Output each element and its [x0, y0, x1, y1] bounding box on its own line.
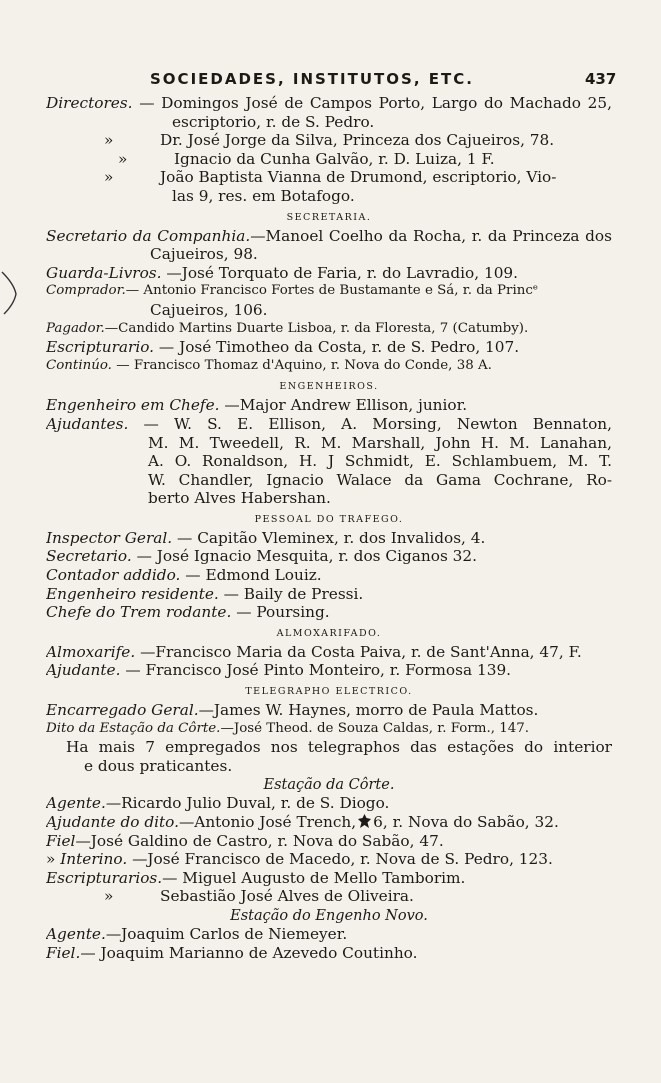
entry-text: — Baily de Pressi. — [223, 584, 364, 603]
role-label: Engenheiro residente. — [46, 584, 219, 603]
role-label: Contador addido. — [46, 566, 181, 585]
section-heading-estacao-engenho: Estação do Engenho Novo. — [230, 907, 428, 924]
role-label: Pagador. — [46, 320, 105, 336]
entry-text: —James W. Haynes, morro de Paula Mattos. — [198, 701, 539, 720]
ditto-mark: » — [118, 149, 128, 168]
role-label: Encarregado Geral. — [46, 701, 199, 720]
entry-line — [46, 396, 612, 415]
role-label: Continúo. — [46, 357, 112, 373]
entry-text: — José Timotheo da Costa, r. de S. Pedro, 107. — [158, 338, 520, 357]
role-label: Secretario da Companhia. — [46, 226, 251, 245]
ditto-mark: » — [46, 850, 56, 869]
entry-line — [46, 489, 612, 508]
entry-line — [46, 661, 612, 680]
entry-text: Cajueiros, 106. — [150, 300, 268, 319]
section-heading-secretaria: SECRETARIA. — [286, 211, 372, 223]
entry-line — [46, 794, 612, 813]
entry-text: berto Alves Habershan. — [148, 489, 331, 508]
directores-line — [46, 168, 612, 187]
entry-text: João Baptista Vianna de Drumond, escriptorio, Vio- — [160, 168, 557, 187]
entry-text: escriptorio, r. de S. Pedro. — [172, 112, 375, 131]
role-label: Ajudante. — [46, 661, 121, 680]
entry-text: — W. S. E. Ellison, A. Morsing, Newton Bennaton, — [143, 414, 612, 433]
entry-text: — Francisco Thomaz d'Aquino, r. Nova do Conde, 38 A. — [116, 357, 492, 373]
entry-line — [46, 603, 612, 622]
entry-text: —Manoel Coelho da Rocha, r. da Princeza dos — [250, 226, 612, 245]
entry-line — [46, 264, 612, 283]
page-title: SOCIEDADES, INSTITUTOS, ETC. — [150, 70, 474, 88]
entry-line — [46, 282, 612, 301]
entry-line — [46, 471, 612, 490]
entry-line — [46, 547, 612, 566]
entry-text: —Major Andrew Ellison, junior. — [224, 396, 468, 415]
entry-text: M. M. Tweedell, R. M. Marshall, John H. M. Lanahan, — [148, 433, 612, 452]
role-label: Escripturario. — [46, 338, 155, 357]
entry-line — [46, 850, 612, 869]
role-label: Directores. — [46, 94, 133, 112]
entry-line — [46, 357, 612, 376]
entry-line — [46, 227, 612, 246]
role-label: Chefe do Trem rodante. — [46, 603, 232, 622]
role-label: Escripturarios. — [46, 868, 163, 887]
entry-line — [46, 566, 612, 585]
entry-line — [46, 585, 612, 604]
role-label: Ajudantes. — [46, 414, 129, 433]
entry-text: —Joaquim Carlos de Niemeyer. — [105, 924, 348, 943]
entry-line — [46, 529, 612, 548]
entry-text: —Francisco Maria da Costa Paiva, r. de Sant'Anna, 47, F. — [140, 642, 582, 661]
entry-line — [46, 701, 612, 720]
entry-text: las 9, res. em Botafogo. — [172, 186, 355, 205]
section-heading-engenheiros: ENGENHEIROS. — [279, 381, 379, 393]
entry-text: — Francisco José Pinto Monteiro, r. Formosa 139. — [125, 661, 512, 680]
entry-text: —José Theod. de Souza Caldas, r. Form., 147. — [220, 720, 530, 736]
entry-line — [46, 643, 612, 662]
ditto-mark: » — [104, 168, 114, 187]
entry-text: Ignacio da Cunha Galvão, r. D. Luiza, 1 F. — [174, 149, 495, 168]
section-heading-telegrapho: TELEGRAPHO ELECTRICO. — [245, 686, 413, 698]
directores-line — [46, 187, 612, 206]
entry-text: —José Torquato de Faria, r. do Lavradio, 109. — [166, 263, 519, 282]
role-label: Inspector Geral. — [46, 528, 173, 547]
page-number: 437 — [585, 70, 617, 88]
role-label: Agente. — [46, 794, 106, 813]
entry-line — [46, 944, 612, 963]
entry-line — [46, 301, 612, 320]
role-label: Fiel — [46, 831, 76, 850]
role-label: Interino. — [60, 850, 128, 869]
entry-line — [46, 720, 612, 739]
section-heading-estacao-corte: Estação da Côrte. — [263, 777, 395, 794]
entry-line — [46, 338, 612, 357]
ditto-mark: » — [104, 887, 114, 906]
directores-line — [46, 131, 612, 150]
role-label: Agente. — [46, 924, 106, 943]
entry-text: — Domingos José de Campos Porto, Largo do Machado 25, — [139, 94, 612, 112]
entry-text: —Antonio José Trench, — [178, 813, 357, 831]
entry-text: —Candido Martins Duarte Lisboa, r. da Floresta, 7 (Catumby). — [104, 320, 529, 336]
entry-line — [46, 320, 612, 339]
directores-line — [46, 94, 612, 113]
role-label: Secretario. — [46, 547, 132, 566]
note-line — [46, 757, 612, 776]
entry-text: — Capitão Vleminex, r. dos Invalidos, 4. — [177, 528, 486, 547]
entry-line — [46, 434, 612, 453]
entry-text: W. Chandler, Ignacio Walace da Gama Cochrane, Ro- — [148, 470, 612, 489]
entry-line — [46, 245, 612, 264]
entry-line — [46, 925, 612, 944]
entry-text: Sebastião José Alves de Oliveira. — [160, 887, 414, 906]
entry-text: — Edmond Louiz. — [185, 566, 322, 585]
role-label: Guarda-Livros. — [46, 263, 162, 282]
margin-bracket-mark — [0, 270, 22, 316]
entry-line — [46, 832, 612, 851]
entry-line — [46, 415, 612, 434]
entry-text: Cajueiros, 98. — [150, 245, 258, 264]
role-label: Almoxarife. — [46, 642, 136, 661]
note-line — [46, 738, 612, 757]
section-heading-trafego: PESSOAL DO TRAFEGO. — [254, 513, 404, 525]
entry-text: —José Francisco de Macedo, r. Nova de S. Pedro, 123. — [132, 850, 553, 869]
entry-text: 6, r. Nova do Sabão, 32. — [373, 813, 559, 831]
entry-line — [46, 813, 612, 832]
note-text: e dous praticantes. — [84, 756, 233, 775]
entry-line — [46, 869, 612, 888]
entry-text: A. O. Ronaldson, H. J Schmidt, E. Schlambuem, M. T. — [148, 452, 612, 471]
running-header — [0, 68, 661, 94]
entry-text: Dr. José Jorge da Silva, Princeza dos Cajueiros, 78. — [160, 131, 555, 150]
directores-line — [46, 113, 612, 132]
page-body — [46, 94, 612, 962]
entry-text: —José Galdino de Castro, r. Nova do Sabão, 47. — [75, 831, 444, 850]
entry-text: — José Ignacio Mesquita, r. dos Ciganos 32. — [136, 547, 478, 566]
entry-line — [46, 452, 612, 471]
entry-text: — Joaquim Marianno de Azevedo Coutinho. — [80, 943, 418, 962]
entry-text: — Poursing. — [236, 603, 330, 622]
entry-line — [46, 887, 612, 906]
role-label: Fiel. — [46, 943, 81, 962]
role-label: Engenheiro em Chefe. — [46, 396, 220, 415]
entry-text: —Ricardo Julio Duval, r. de S. Diogo. — [105, 794, 390, 813]
role-label: Comprador. — [46, 283, 126, 299]
note-text: Ha mais 7 empregados nos telegraphos das estações do interior — [66, 738, 612, 757]
section-heading-almoxarifado: ALMOXARIFADO. — [276, 627, 382, 639]
ditto-mark: » — [104, 131, 114, 150]
entry-text: — Miguel Augusto de Mello Tamborim. — [162, 868, 466, 887]
entry-text: — Antonio Francisco Fortes de Bustamante e Sá, r. da Princᵉ — [125, 283, 539, 299]
role-label: Dito da Estação da Côrte. — [46, 720, 221, 736]
directores-line — [46, 150, 612, 169]
order-emblem-icon — [358, 814, 371, 829]
role-label: Ajudante do dito. — [46, 813, 179, 831]
